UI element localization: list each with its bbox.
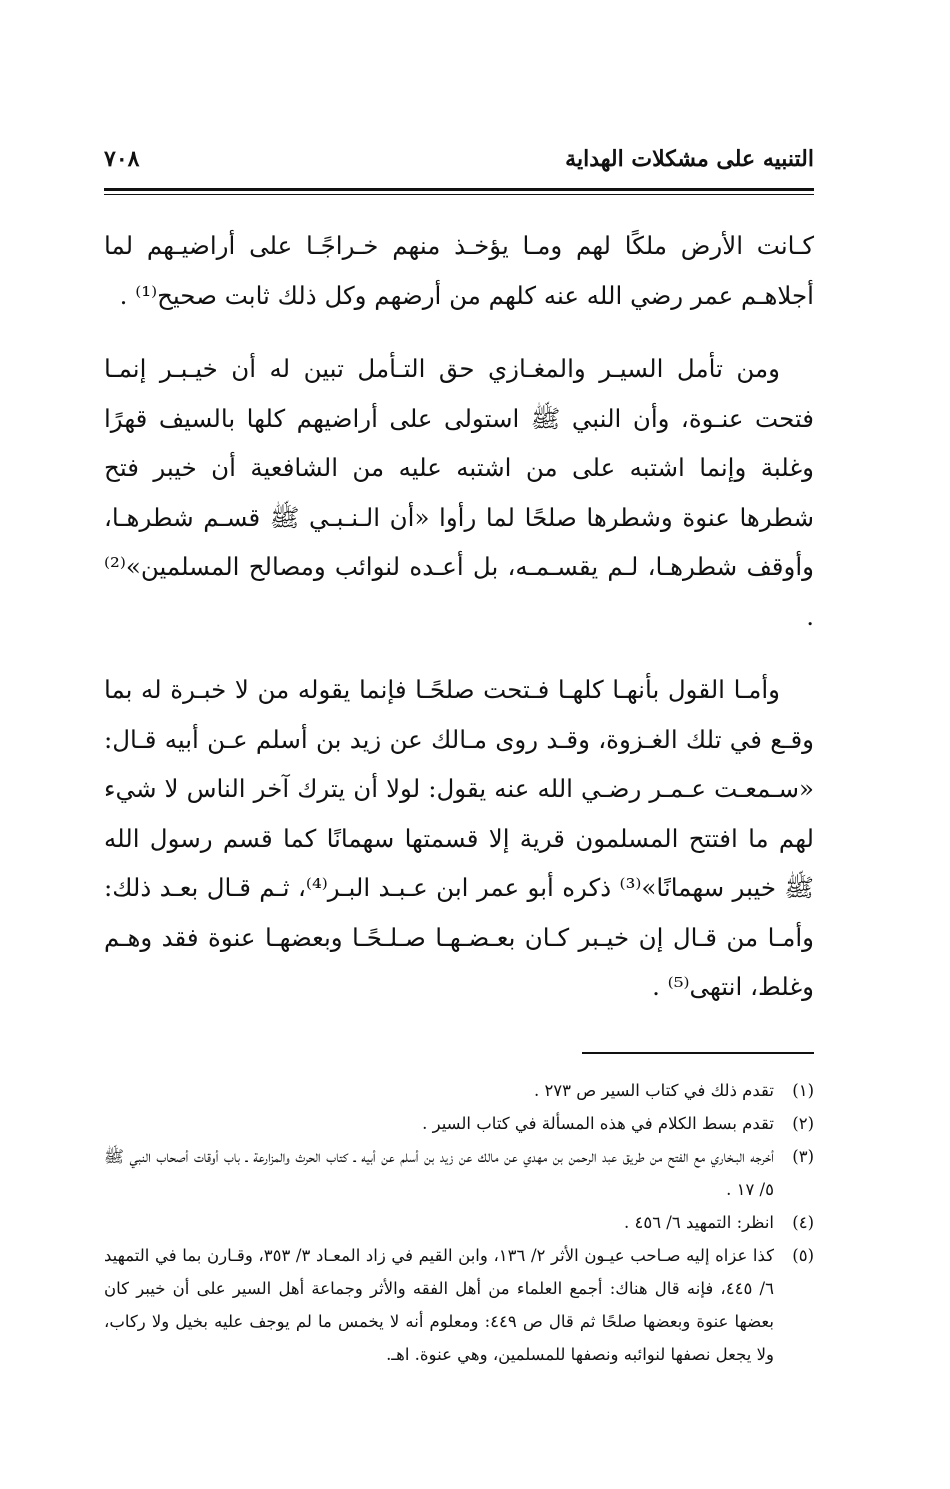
footnote-number: (١) — [792, 1080, 814, 1100]
footnote-1 — [104, 1074, 814, 1107]
footnote-3 — [104, 1140, 814, 1206]
footnote-5 — [104, 1239, 814, 1371]
page-number: ٧٠٨ — [104, 146, 140, 172]
footnote-text: تقدم بسط الكلام في هذه المسألة في كتاب السير . — [422, 1113, 774, 1133]
footnote-number: (٣) — [792, 1146, 814, 1166]
footnote-text: كذا عزاه إليه صـاحب عيـون الأثر ٢/ ١٣٦، وابن القيم في زاد المعـاد ٣/ ٣٥٣، وقـارن بما في التمهيد ٦/ ٤٤٥، فإنه قال هناك: أجمع العلماء من أهل الفقه والأثر وجماعة أهل السير على أن خيبر كان بعضها عنوة وبعضها صلحًا ثم قال ص ٤٤٩: ومعلوم أنه لا يخمس ما لم يوجف عليه بخيل ولا ركاب، ولا يجعل نصفها لنوائبه ونصفها للمسلمين، وهي عنوة. اهـ. — [104, 1245, 775, 1364]
footnote-text: أخرجه البـخاري مع الفتح من طريق عبد الرحمن بن مهدي عن مالك عن زيد بن أسلم عن أبيه ـ كتاب الحرث والمزارعة ـ باب أوقات أصحاب النبي ﷺ ٥/ ١٧ . — [104, 1146, 774, 1199]
paragraph-3: وأمـا القول بأنهـا كلهـا فـتحت صلحًـا فإنما يقوله من لا خبـرة له بما وقـع في تلك الغـزوة، وقـد روى مـالك عن زيد بن أسلم عـن أبيه قـال: «سـمعـت عـمـر رضـي الله عنه يقول: لولا أن يترك آخر الناس لا شيء لهم ما افتتح المسلمون قرية إلا قسمتها سهمانًا كما قسم رسول الله ﷺ خيبر سهمانًا»⁽³⁾ ذكره أبو عمر ابن عـبـد البـر⁽⁴⁾، ثـم قـال بعـد ذلك: وأمـا من قـال إن خيـبر كـان بعـضـهـا صـلـحًـا وبعضهـا عنوة فقد وهـم وغلط، انتهى⁽⁵⁾ . — [104, 675, 814, 1001]
book-page — [104, 140, 814, 1371]
running-title: التنبيه على مشكلات الهداية — [565, 146, 814, 172]
footnote-number: (٢) — [792, 1113, 814, 1133]
footnote-number: (٤) — [792, 1212, 814, 1232]
footnote-text: انظر: التمهيد ٦/ ٤٥٦ . — [623, 1212, 774, 1232]
footnotes — [104, 1074, 814, 1371]
footnote-text: تقدم ذلك في كتاب السير ص ٢٧٣ . — [533, 1080, 774, 1100]
footnote-separator — [582, 1052, 814, 1054]
footnote-2 — [104, 1107, 814, 1140]
header-rule-thin — [104, 194, 814, 195]
paragraph-1: كـانت الأرض ملكًا لهم ومـا يؤخـذ منهم خـراجًـا على أراضيـهم لما أجلاهـم عمر رضي الله عنه كلهم من أرضهم وكل ذلك ثابت صحيح⁽¹⁾ . — [104, 231, 814, 310]
paragraph-2: ومن تأمل السيـر والمغـازي حق التـأمل تبين له أن خيـبـر إنمـا فتحت عنـوة، وأن النبي ﷺ استولى على أراضيهم كلها بالسيف قهرًا وغلبة وإنما اشتبه على من اشتبه عليه من الشافعية أن خيبر فتح شطرها عنوة وشطرها صلحًا لما رأوا «أن الـنـبـي ﷺ قسـم شطرهـا، وأوقف شطرهـا، لـم يقسـمـه، بل أعـده لنوائب ومصالح المسلمين»⁽²⁾ . — [104, 354, 814, 631]
running-header — [104, 140, 814, 188]
header-rule-thick — [104, 188, 814, 191]
footnote-number: (٥) — [792, 1245, 814, 1265]
footnote-4 — [104, 1206, 814, 1239]
main-text — [104, 221, 814, 1012]
